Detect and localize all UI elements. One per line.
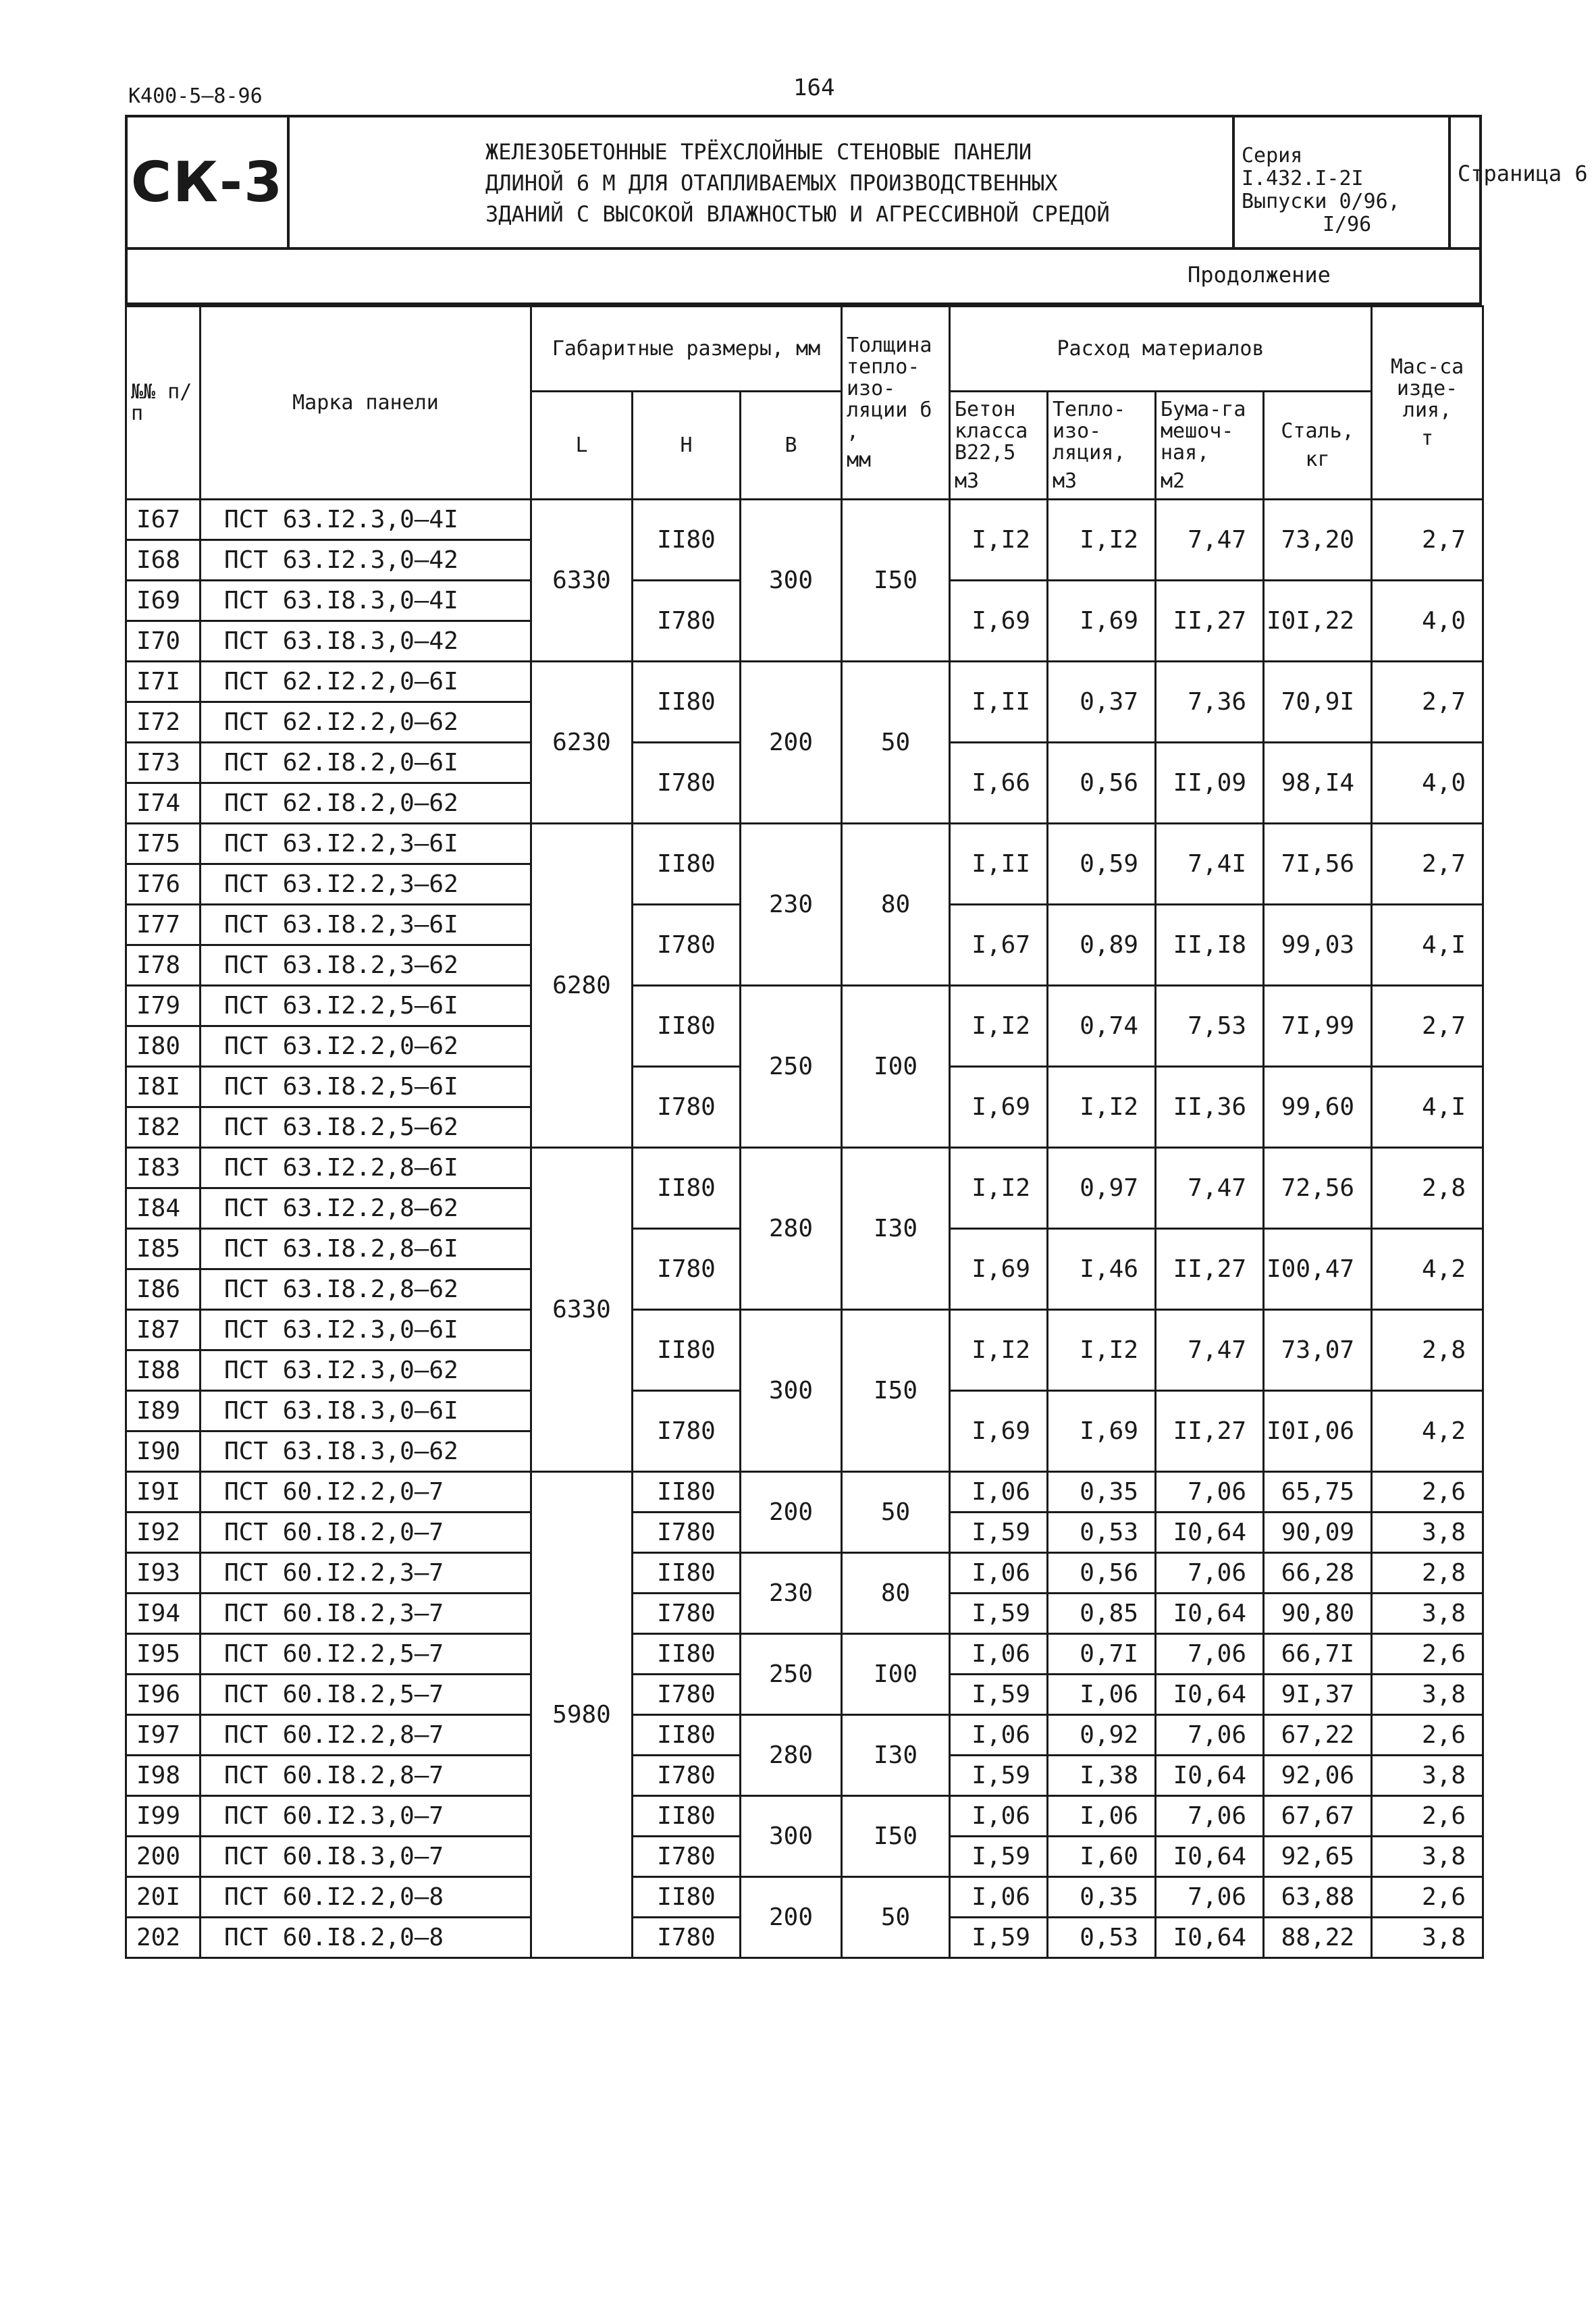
steel-mass: 9I,37 xyxy=(1264,1675,1372,1715)
row-number: I7I xyxy=(126,662,201,702)
panel-mark: ПСТ 63.I8.3,0–62 xyxy=(201,1431,531,1472)
height-H: I780 xyxy=(633,581,741,662)
length-L: 6280 xyxy=(531,824,633,1148)
height-H: II80 xyxy=(633,824,741,905)
paper-area: 7,53 xyxy=(1156,986,1264,1067)
item-mass: 2,6 xyxy=(1372,1472,1483,1513)
concrete-volume: I,II xyxy=(950,662,1048,743)
table-row xyxy=(126,1148,1483,1188)
concrete-volume: I,06 xyxy=(950,1472,1048,1513)
panel-mark: ПСТ 60.I8.2,0–8 xyxy=(201,1918,531,1958)
height-H: I780 xyxy=(633,1837,741,1877)
insulation-volume: I,46 xyxy=(1048,1229,1156,1310)
series-line: I/96 xyxy=(1323,213,1372,236)
concrete-volume: I,69 xyxy=(950,1067,1048,1148)
row-number: 200 xyxy=(126,1837,201,1877)
panel-mark: ПСТ 63.I8.2,3–6I xyxy=(201,905,531,945)
thickness-B: 200 xyxy=(741,662,842,824)
concrete-volume: I,66 xyxy=(950,743,1048,824)
paper-area: 7,47 xyxy=(1156,1310,1264,1391)
row-number: I75 xyxy=(126,824,201,864)
row-number: I85 xyxy=(126,1229,201,1269)
height-H: II80 xyxy=(633,1634,741,1675)
panel-mark: ПСТ 60.I8.3,0–7 xyxy=(201,1837,531,1877)
panel-mark: ПСТ 60.I8.2,0–7 xyxy=(201,1513,531,1553)
panel-mark: ПСТ 63.I2.2,5–6I xyxy=(201,986,531,1026)
row-number: I93 xyxy=(126,1553,201,1594)
insulation-volume-unit: м3 xyxy=(1053,469,1078,493)
steel-mass: 66,7I xyxy=(1264,1634,1372,1675)
panel-mark: ПСТ 63.I8.3,0–4I xyxy=(201,581,531,621)
concrete-volume: I,59 xyxy=(950,1594,1048,1634)
row-number: I69 xyxy=(126,581,201,621)
insulation-thickness: 50 xyxy=(842,1472,950,1553)
panel-mark: ПСТ 62.I2.2,0–62 xyxy=(201,702,531,743)
steel-mass: 72,56 xyxy=(1264,1148,1372,1229)
panel-mark: ПСТ 60.I2.2,0–8 xyxy=(201,1877,531,1918)
panel-mark: ПСТ 60.I8.2,5–7 xyxy=(201,1675,531,1715)
height-H: II80 xyxy=(633,1877,741,1918)
item-mass: 4,I xyxy=(1372,1067,1483,1148)
series-line: Серия xyxy=(1242,144,1303,167)
insulation-thickness: I50 xyxy=(842,1310,950,1472)
sheet-title xyxy=(290,117,1235,247)
panel-mark: ПСТ 63.I8.3,0–42 xyxy=(201,621,531,662)
insulation-thickness: I30 xyxy=(842,1715,950,1796)
insulation-volume: 0,97 xyxy=(1048,1148,1156,1229)
mass-unit: т xyxy=(1421,426,1434,450)
col-header-insulation-volume xyxy=(1048,392,1156,500)
insulation-volume: 0,53 xyxy=(1048,1918,1156,1958)
col-header-steel xyxy=(1264,392,1372,500)
length-L: 6230 xyxy=(531,662,633,824)
height-H: II80 xyxy=(633,986,741,1067)
paper-area: 7,06 xyxy=(1156,1796,1264,1837)
steel-mass: 88,22 xyxy=(1264,1918,1372,1958)
concrete-volume: I,69 xyxy=(950,1229,1048,1310)
paper-area: 7,4I xyxy=(1156,824,1264,905)
height-H: II80 xyxy=(633,500,741,581)
insulation-thickness: I30 xyxy=(842,1148,950,1310)
row-number: I67 xyxy=(126,500,201,540)
concrete-volume: I,59 xyxy=(950,1837,1048,1877)
paper-area: I0,64 xyxy=(1156,1513,1264,1553)
steel-mass: 99,03 xyxy=(1264,905,1372,986)
height-H: II80 xyxy=(633,1796,741,1837)
table-row xyxy=(126,1553,1483,1594)
col-header-materials: Расход материалов xyxy=(950,307,1372,392)
insulation-volume: 0,56 xyxy=(1048,743,1156,824)
height-H: I780 xyxy=(633,1513,741,1553)
paper-area: II,I8 xyxy=(1156,905,1264,986)
panel-mark: ПСТ 60.I8.2,3–7 xyxy=(201,1594,531,1634)
row-number: I73 xyxy=(126,743,201,783)
insulation-volume: 0,53 xyxy=(1048,1513,1156,1553)
panel-mark: ПСТ 63.I2.3,0–4I xyxy=(201,500,531,540)
item-mass: 4,0 xyxy=(1372,743,1483,824)
panel-mark: ПСТ 62.I8.2,0–6I xyxy=(201,743,531,783)
row-number: I78 xyxy=(126,945,201,986)
insulation-thickness: 80 xyxy=(842,824,950,986)
insulation-thickness: 50 xyxy=(842,662,950,824)
panel-mark: ПСТ 63.I8.2,3–62 xyxy=(201,945,531,986)
height-H: I780 xyxy=(633,1756,741,1796)
row-number: I76 xyxy=(126,864,201,905)
row-number: I82 xyxy=(126,1107,201,1148)
height-H: I780 xyxy=(633,1229,741,1310)
continuation-label: Продолжение xyxy=(125,250,1482,305)
insulation-volume: I,I2 xyxy=(1048,1310,1156,1391)
item-mass: 2,6 xyxy=(1372,1877,1483,1918)
panel-mark: ПСТ 63.I2.2,8–6I xyxy=(201,1148,531,1188)
table-row xyxy=(126,1634,1483,1675)
paper-area: I0,64 xyxy=(1156,1837,1264,1877)
insulation-thickness: I00 xyxy=(842,1634,950,1715)
item-mass: 2,8 xyxy=(1372,1310,1483,1391)
document-code: К400-5—8-96 xyxy=(128,84,263,108)
title-line: ЖЕЛЕЗОБЕТОННЫЕ ТРЁХСЛОЙНЫЕ СТЕНОВЫЕ ПАНЕЛИ xyxy=(485,139,1032,165)
paper-area: 7,06 xyxy=(1156,1472,1264,1513)
row-number: 20I xyxy=(126,1877,201,1918)
table-row xyxy=(126,986,1483,1026)
panel-mark: ПСТ 63.I2.3,0–42 xyxy=(201,540,531,581)
panel-mark: ПСТ 63.I2.2,3–62 xyxy=(201,864,531,905)
height-H: II80 xyxy=(633,1310,741,1391)
concrete-unit: м3 xyxy=(955,469,980,493)
item-mass: 2,7 xyxy=(1372,824,1483,905)
concrete-volume: I,59 xyxy=(950,1513,1048,1553)
item-mass: 3,8 xyxy=(1372,1675,1483,1715)
steel-mass: 98,I4 xyxy=(1264,743,1372,824)
concrete-volume: I,67 xyxy=(950,905,1048,986)
concrete-volume: I,I2 xyxy=(950,986,1048,1067)
panel-mark: ПСТ 60.I2.2,0–7 xyxy=(201,1472,531,1513)
paper-area: 7,06 xyxy=(1156,1634,1264,1675)
item-mass: 4,0 xyxy=(1372,581,1483,662)
thickness-B: 280 xyxy=(741,1148,842,1310)
insulation-volume: 0,59 xyxy=(1048,824,1156,905)
panel-mark: ПСТ 63.I8.2,5–6I xyxy=(201,1067,531,1107)
col-header-L: L xyxy=(531,392,633,500)
panel-mark: ПСТ 60.I2.2,3–7 xyxy=(201,1553,531,1594)
panel-mark: ПСТ 63.I2.3,0–62 xyxy=(201,1350,531,1391)
item-mass: 3,8 xyxy=(1372,1756,1483,1796)
row-number: I77 xyxy=(126,905,201,945)
insulation-volume: 0,85 xyxy=(1048,1594,1156,1634)
steel-mass: 67,67 xyxy=(1264,1796,1372,1837)
item-mass: 2,8 xyxy=(1372,1148,1483,1229)
table-row xyxy=(126,1310,1483,1350)
row-number: I8I xyxy=(126,1067,201,1107)
panel-mark: ПСТ 60.I2.2,8–7 xyxy=(201,1715,531,1756)
insulation-unit: мм xyxy=(847,448,872,472)
col-header-mark: Марка панели xyxy=(201,307,531,500)
panel-mark: ПСТ 63.I2.2,0–62 xyxy=(201,1026,531,1067)
insulation-volume: 0,37 xyxy=(1048,662,1156,743)
row-number: 202 xyxy=(126,1918,201,1958)
row-number: I89 xyxy=(126,1391,201,1431)
table-row xyxy=(126,1796,1483,1837)
table-row xyxy=(126,662,1483,702)
row-number: I95 xyxy=(126,1634,201,1675)
height-H: I780 xyxy=(633,1594,741,1634)
concrete-volume: I,II xyxy=(950,824,1048,905)
concrete-volume: I,I2 xyxy=(950,1148,1048,1229)
insulation-volume-label: Тепло-изо-ляция, xyxy=(1053,397,1126,465)
paper-unit: м2 xyxy=(1161,469,1186,493)
row-number: I68 xyxy=(126,540,201,581)
concrete-volume: I,59 xyxy=(950,1675,1048,1715)
item-mass: 2,7 xyxy=(1372,500,1483,581)
item-mass: 2,6 xyxy=(1372,1715,1483,1756)
paper-area: I0,64 xyxy=(1156,1594,1264,1634)
steel-mass: 70,9I xyxy=(1264,662,1372,743)
insulation-volume: I,I2 xyxy=(1048,500,1156,581)
item-mass: 3,8 xyxy=(1372,1594,1483,1634)
insulation-symbol: б , xyxy=(847,398,932,444)
row-number: I86 xyxy=(126,1269,201,1310)
row-number: I72 xyxy=(126,702,201,743)
insulation-thickness: I50 xyxy=(842,500,950,662)
sheet-code: СК-3 xyxy=(128,117,290,247)
concrete-volume: I,69 xyxy=(950,1391,1048,1472)
item-mass: 4,I xyxy=(1372,905,1483,986)
insulation-volume: I,06 xyxy=(1048,1675,1156,1715)
item-mass: 3,8 xyxy=(1372,1837,1483,1877)
insulation-volume: I,60 xyxy=(1048,1837,1156,1877)
steel-mass: I00,47 xyxy=(1264,1229,1372,1310)
steel-mass: 7I,56 xyxy=(1264,824,1372,905)
panel-mark: ПСТ 63.I8.2,8–62 xyxy=(201,1269,531,1310)
thickness-B: 300 xyxy=(741,1310,842,1472)
thickness-B: 230 xyxy=(741,824,842,986)
col-header-paper xyxy=(1156,392,1264,500)
insulation-volume: I,06 xyxy=(1048,1796,1156,1837)
height-H: II80 xyxy=(633,662,741,743)
insulation-volume: 0,74 xyxy=(1048,986,1156,1067)
title-line: ДЛИНОЙ 6 М ДЛЯ ОТАПЛИВАЕМЫХ ПРОИЗВОДСТВЕННЫХ xyxy=(485,170,1058,196)
page-label: Страница 6 xyxy=(1458,161,1588,186)
row-number: I92 xyxy=(126,1513,201,1553)
item-mass: 3,8 xyxy=(1372,1513,1483,1553)
paper-area: 7,06 xyxy=(1156,1553,1264,1594)
thickness-B: 300 xyxy=(741,1796,842,1877)
item-mass: 2,6 xyxy=(1372,1634,1483,1675)
mass-label: Мас-са изде-лия, xyxy=(1390,354,1464,422)
panel-mark: ПСТ 63.I8.3,0–6I xyxy=(201,1391,531,1431)
steel-mass: I0I,06 xyxy=(1264,1391,1372,1472)
concrete-volume: I,06 xyxy=(950,1715,1048,1756)
steel-mass: 99,60 xyxy=(1264,1067,1372,1148)
insulation-volume: I,69 xyxy=(1048,1391,1156,1472)
insulation-thickness: 50 xyxy=(842,1877,950,1958)
length-L: 6330 xyxy=(531,1148,633,1472)
thickness-B: 250 xyxy=(741,986,842,1148)
height-H: I780 xyxy=(633,1067,741,1148)
concrete-volume: I,06 xyxy=(950,1877,1048,1918)
thickness-B: 250 xyxy=(741,1634,842,1715)
steel-mass: 73,20 xyxy=(1264,500,1372,581)
series-line: I.432.I-2I xyxy=(1242,167,1364,190)
length-L: 5980 xyxy=(531,1472,633,1958)
item-mass: 2,7 xyxy=(1372,662,1483,743)
thickness-B: 200 xyxy=(741,1877,842,1958)
panel-mark: ПСТ 63.I2.2,8–62 xyxy=(201,1188,531,1229)
row-number: I80 xyxy=(126,1026,201,1067)
paper-area: II,36 xyxy=(1156,1067,1264,1148)
table-row xyxy=(126,824,1483,864)
row-number: I79 xyxy=(126,986,201,1026)
thickness-B: 280 xyxy=(741,1715,842,1796)
item-mass: 3,8 xyxy=(1372,1918,1483,1958)
row-number: I74 xyxy=(126,783,201,824)
item-mass: 4,2 xyxy=(1372,1229,1483,1310)
paper-area: I0,64 xyxy=(1156,1918,1264,1958)
concrete-label: Бетон класса В22,5 xyxy=(955,397,1028,465)
concrete-volume: I,I2 xyxy=(950,1310,1048,1391)
concrete-volume: I,59 xyxy=(950,1918,1048,1958)
paper-area: I0,64 xyxy=(1156,1675,1264,1715)
height-H: I780 xyxy=(633,1918,741,1958)
col-header-insulation xyxy=(842,307,950,500)
row-number: I84 xyxy=(126,1188,201,1229)
item-mass: 4,2 xyxy=(1372,1391,1483,1472)
thickness-B: 230 xyxy=(741,1553,842,1634)
row-number: I9I xyxy=(126,1472,201,1513)
paper-area: 7,47 xyxy=(1156,1148,1264,1229)
concrete-volume: I,I2 xyxy=(950,500,1048,581)
row-number: I99 xyxy=(126,1796,201,1837)
height-H: II80 xyxy=(633,1553,741,1594)
panels-table xyxy=(125,305,1484,1959)
height-H: II80 xyxy=(633,1715,741,1756)
steel-mass: 66,28 xyxy=(1264,1553,1372,1594)
row-number: I83 xyxy=(126,1148,201,1188)
insulation-volume: I,I2 xyxy=(1048,1067,1156,1148)
insulation-volume: 0,35 xyxy=(1048,1877,1156,1918)
panel-mark: ПСТ 63.I2.3,0–6I xyxy=(201,1310,531,1350)
insulation-thickness: 80 xyxy=(842,1553,950,1634)
steel-mass: 67,22 xyxy=(1264,1715,1372,1756)
thickness-B: 300 xyxy=(741,500,842,662)
table-row xyxy=(126,1877,1483,1918)
row-number: I87 xyxy=(126,1310,201,1350)
insulation-volume: I,38 xyxy=(1048,1756,1156,1796)
thickness-B: 200 xyxy=(741,1472,842,1553)
steel-mass: I0I,22 xyxy=(1264,581,1372,662)
steel-mass: 92,65 xyxy=(1264,1837,1372,1877)
panel-mark: ПСТ 63.I8.2,5–62 xyxy=(201,1107,531,1148)
paper-area: II,27 xyxy=(1156,1391,1264,1472)
height-H: I780 xyxy=(633,743,741,824)
paper-area: II,09 xyxy=(1156,743,1264,824)
panel-mark: ПСТ 63.I2.2,3–6I xyxy=(201,824,531,864)
panel-mark: ПСТ 63.I8.2,8–6I xyxy=(201,1229,531,1269)
steel-mass: 63,88 xyxy=(1264,1877,1372,1918)
table-row xyxy=(126,500,1483,540)
panel-mark: ПСТ 60.I2.2,5–7 xyxy=(201,1634,531,1675)
paper-area: II,27 xyxy=(1156,581,1264,662)
row-number: I96 xyxy=(126,1675,201,1715)
steel-mass: 90,09 xyxy=(1264,1513,1372,1553)
steel-label: Сталь, xyxy=(1281,419,1354,443)
paper-label: Бума-га мешоч-ная, xyxy=(1161,397,1246,465)
item-mass: 2,8 xyxy=(1372,1553,1483,1594)
col-header-concrete xyxy=(950,392,1048,500)
height-H: I780 xyxy=(633,1391,741,1472)
steel-mass: 65,75 xyxy=(1264,1472,1372,1513)
row-number: I97 xyxy=(126,1715,201,1756)
row-number: I90 xyxy=(126,1431,201,1472)
insulation-volume: 0,7I xyxy=(1048,1634,1156,1675)
concrete-volume: I,06 xyxy=(950,1796,1048,1837)
steel-mass: 73,07 xyxy=(1264,1310,1372,1391)
row-number: I98 xyxy=(126,1756,201,1796)
paper-area: 7,36 xyxy=(1156,662,1264,743)
table-row xyxy=(126,1472,1483,1513)
concrete-volume: I,06 xyxy=(950,1553,1048,1594)
row-number: I70 xyxy=(126,621,201,662)
panel-mark: ПСТ 60.I8.2,8–7 xyxy=(201,1756,531,1796)
item-mass: 2,7 xyxy=(1372,986,1483,1067)
paper-area: I0,64 xyxy=(1156,1756,1264,1796)
steel-mass: 92,06 xyxy=(1264,1756,1372,1796)
panel-mark: ПСТ 60.I2.3,0–7 xyxy=(201,1796,531,1837)
series-info xyxy=(1235,117,1451,247)
row-number: I94 xyxy=(126,1594,201,1634)
item-mass: 2,6 xyxy=(1372,1796,1483,1837)
insulation-thickness: I50 xyxy=(842,1796,950,1877)
col-header-dimensions: Габаритные размеры, мм xyxy=(531,307,842,392)
title-block xyxy=(125,115,1588,250)
col-header-H: H xyxy=(633,392,741,500)
length-L: 6330 xyxy=(531,500,633,662)
height-H: I780 xyxy=(633,1675,741,1715)
col-header-B: B xyxy=(741,392,842,500)
panel-mark: ПСТ 62.I8.2,0–62 xyxy=(201,783,531,824)
concrete-volume: I,06 xyxy=(950,1634,1048,1675)
concrete-volume: I,59 xyxy=(950,1756,1048,1796)
steel-unit: кг xyxy=(1305,447,1330,471)
insulation-volume: 0,92 xyxy=(1048,1715,1156,1756)
col-header-num: №№ п/п xyxy=(126,307,201,500)
insulation-thickness: I00 xyxy=(842,986,950,1148)
insulation-label: Толщина тепло-изо-ляции xyxy=(847,333,932,422)
panel-mark: ПСТ 62.I2.2,0–6I xyxy=(201,662,531,702)
paper-area: 7,06 xyxy=(1156,1877,1264,1918)
steel-mass: 7I,99 xyxy=(1264,986,1372,1067)
paper-area: 7,47 xyxy=(1156,500,1264,581)
insulation-volume: 0,35 xyxy=(1048,1472,1156,1513)
col-header-mass xyxy=(1372,307,1483,500)
insulation-volume: I,69 xyxy=(1048,581,1156,662)
height-H: I780 xyxy=(633,905,741,986)
height-H: II80 xyxy=(633,1148,741,1229)
paper-area: II,27 xyxy=(1156,1229,1264,1310)
height-H: II80 xyxy=(633,1472,741,1513)
insulation-volume: 0,56 xyxy=(1048,1553,1156,1594)
insulation-volume: 0,89 xyxy=(1048,905,1156,986)
row-number: I88 xyxy=(126,1350,201,1391)
title-line: ЗДАНИЙ С ВЫСОКОЙ ВЛАЖНОСТЬЮ И АГРЕССИВНОЙ СРЕДОЙ xyxy=(485,201,1110,227)
steel-mass: 90,80 xyxy=(1264,1594,1372,1634)
paper-area: 7,06 xyxy=(1156,1715,1264,1756)
concrete-volume: I,69 xyxy=(950,581,1048,662)
series-line: Выпуски 0/96, xyxy=(1242,190,1400,213)
page-number: 164 xyxy=(793,74,835,101)
table-row xyxy=(126,1715,1483,1756)
